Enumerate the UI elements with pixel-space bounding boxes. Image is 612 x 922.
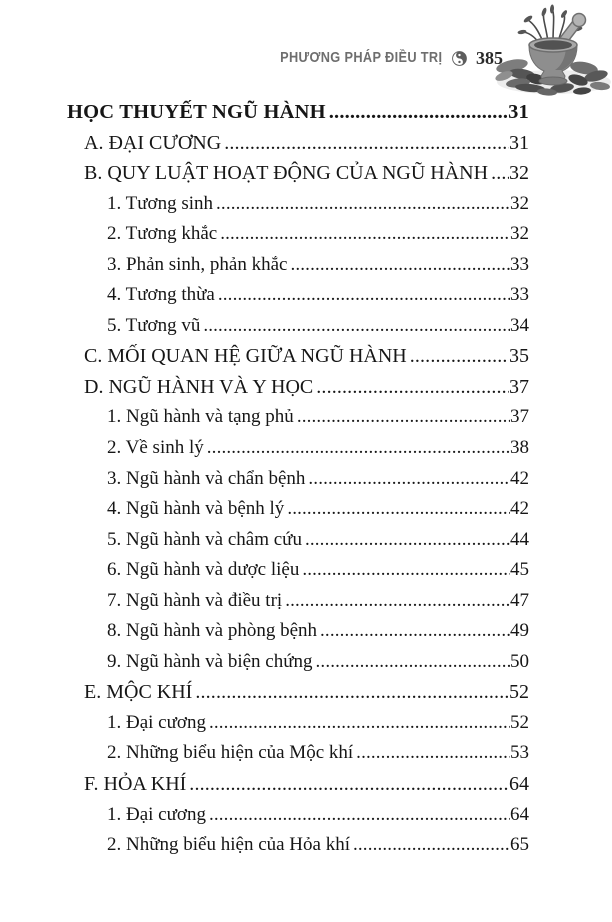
- toc-entry-label: 7. Ngũ hành và điều trị: [107, 589, 283, 611]
- toc-entry-label: 1. Tương sinh: [107, 192, 214, 214]
- dot-leader: [216, 189, 510, 220]
- toc-entry: [67, 800, 529, 831]
- dot-leader: [285, 586, 510, 617]
- toc-entry-page: 35: [509, 345, 529, 368]
- toc-entry-page: 52: [510, 711, 529, 733]
- dot-leader: [329, 97, 508, 128]
- dot-leader: [218, 280, 510, 311]
- toc-entry-label: 4. Ngũ hành và bệnh lý: [107, 498, 285, 520]
- toc-entry-label: 3. Ngũ hành và chẩn bệnh: [107, 467, 306, 489]
- toc-entry-page: 31: [508, 101, 529, 123]
- running-title: PHƯƠNG PHÁP ĐIỀU TRỊ: [279, 50, 442, 66]
- toc-entry-label: 8. Ngũ hành và phòng bệnh: [107, 620, 318, 642]
- toc-entry-page: 31: [509, 131, 529, 154]
- toc-entry: [67, 616, 529, 647]
- toc-entry: [67, 189, 529, 220]
- dot-leader: [410, 341, 509, 372]
- yin-yang-icon: [452, 51, 467, 66]
- toc-entry: [67, 433, 529, 464]
- running-header: [0, 47, 503, 69]
- toc-entry-label: 9. Ngũ hành và biện chứng: [107, 650, 313, 672]
- toc-entry-page: 49: [510, 620, 529, 642]
- toc-entry: [67, 677, 529, 708]
- toc-entry-page: 32: [509, 162, 529, 185]
- toc-entry: [67, 128, 529, 159]
- toc-entry-label: D. NGŨ HÀNH VÀ Y HỌC: [84, 375, 314, 398]
- dot-leader: [305, 525, 510, 556]
- dot-leader: [491, 158, 509, 189]
- toc-entry-page: 37: [510, 406, 529, 428]
- dot-leader: [353, 830, 510, 861]
- dot-leader: [220, 219, 510, 250]
- dot-leader: [297, 402, 510, 433]
- toc-entry: [67, 738, 529, 769]
- toc-entry-label: 3. Phản sinh, phản khắc: [107, 253, 288, 275]
- dot-leader: [308, 464, 510, 495]
- dot-leader: [320, 616, 510, 647]
- dot-leader: [356, 738, 510, 769]
- toc-entry-page: 33: [510, 284, 529, 306]
- toc-entry-page: 50: [510, 650, 529, 672]
- toc-entry-label: 5. Ngũ hành và châm cứu: [107, 528, 302, 550]
- toc-entry-page: 32: [510, 223, 529, 245]
- toc-entry-page: 52: [509, 681, 529, 704]
- toc-entry-page: 33: [510, 253, 529, 275]
- toc-entry-label: 2. Về sinh lý: [107, 437, 204, 459]
- toc-entry-label: 2. Tương khắc: [107, 223, 218, 245]
- toc-entry-label: 5. Tương vũ: [107, 314, 201, 336]
- toc-entry: [67, 494, 529, 525]
- toc-entry-label: 1. Ngũ hành và tạng phủ: [107, 406, 294, 428]
- toc-entry: [67, 708, 529, 739]
- toc-entry: [67, 280, 529, 311]
- toc-entry-label: HỌC THUYẾT NGŨ HÀNH: [67, 101, 326, 123]
- toc-entry: [67, 97, 529, 128]
- toc-entry-label: 2. Những biểu hiện của Hỏa khí: [107, 834, 350, 856]
- dot-leader: [203, 311, 510, 342]
- toc-entry-page: 34: [510, 314, 529, 336]
- toc-entry: [67, 830, 529, 861]
- toc-entry: [67, 341, 529, 372]
- toc-entry-label: F. HỎA KHÍ: [84, 773, 187, 796]
- toc-entry-page: 64: [510, 803, 529, 825]
- dot-leader: [209, 708, 510, 739]
- toc-entry-page: 45: [510, 559, 529, 581]
- header-page-number: 385: [476, 47, 503, 68]
- toc-entry: [67, 372, 529, 403]
- toc-entry: [67, 311, 529, 342]
- dot-leader: [290, 250, 510, 281]
- toc-entry-page: 44: [510, 528, 529, 550]
- dot-leader: [224, 128, 509, 159]
- dot-leader: [207, 433, 510, 464]
- dot-leader: [195, 677, 509, 708]
- toc-entry: [67, 219, 529, 250]
- toc-entry-page: 47: [510, 589, 529, 611]
- toc-entry-label: E. MỘC KHÍ: [84, 681, 193, 704]
- dot-leader: [302, 555, 510, 586]
- toc-entry-page: 37: [509, 375, 529, 398]
- toc-entry-label: 1. Đại cương: [107, 803, 206, 825]
- mortar-pestle-herbs-image: [492, 4, 612, 98]
- toc-entry-label: B. QUY LUẬT HOẠT ĐỘNG CỦA NGŨ HÀNH: [84, 162, 489, 185]
- toc-entry-page: 38: [510, 437, 529, 459]
- toc-entry-label: 1. Đại cương: [107, 711, 206, 733]
- toc-entry: [67, 402, 529, 433]
- dot-leader: [316, 647, 510, 678]
- toc-entry-page: 32: [510, 192, 529, 214]
- toc-entry-page: 42: [510, 467, 529, 489]
- toc-entry-page: 64: [509, 773, 529, 796]
- toc-entry-page: 42: [510, 498, 529, 520]
- dot-leader: [209, 800, 510, 831]
- toc-entry: [67, 555, 529, 586]
- dot-leader: [287, 494, 510, 525]
- toc-entry: [67, 158, 529, 189]
- toc-entry-page: 53: [510, 742, 529, 764]
- toc-entry: [67, 769, 529, 800]
- toc-entry-page: 65: [510, 834, 529, 856]
- dot-leader: [189, 769, 509, 800]
- table-of-contents: [67, 97, 529, 861]
- toc-entry-label: 6. Ngũ hành và dược liệu: [107, 559, 300, 581]
- toc-entry: [67, 647, 529, 678]
- toc-entry-label: 4. Tương thừa: [107, 284, 215, 306]
- toc-entry: [67, 464, 529, 495]
- dot-leader: [316, 372, 509, 403]
- toc-entry-label: A. ĐẠI CƯƠNG: [84, 131, 222, 154]
- toc-entry: [67, 250, 529, 281]
- toc-entry-label: 2. Những biểu hiện của Mộc khí: [107, 742, 354, 764]
- toc-entry: [67, 525, 529, 556]
- toc-entry-label: C. MỐI QUAN HỆ GIỮA NGŨ HÀNH: [84, 345, 407, 368]
- toc-entry: [67, 586, 529, 617]
